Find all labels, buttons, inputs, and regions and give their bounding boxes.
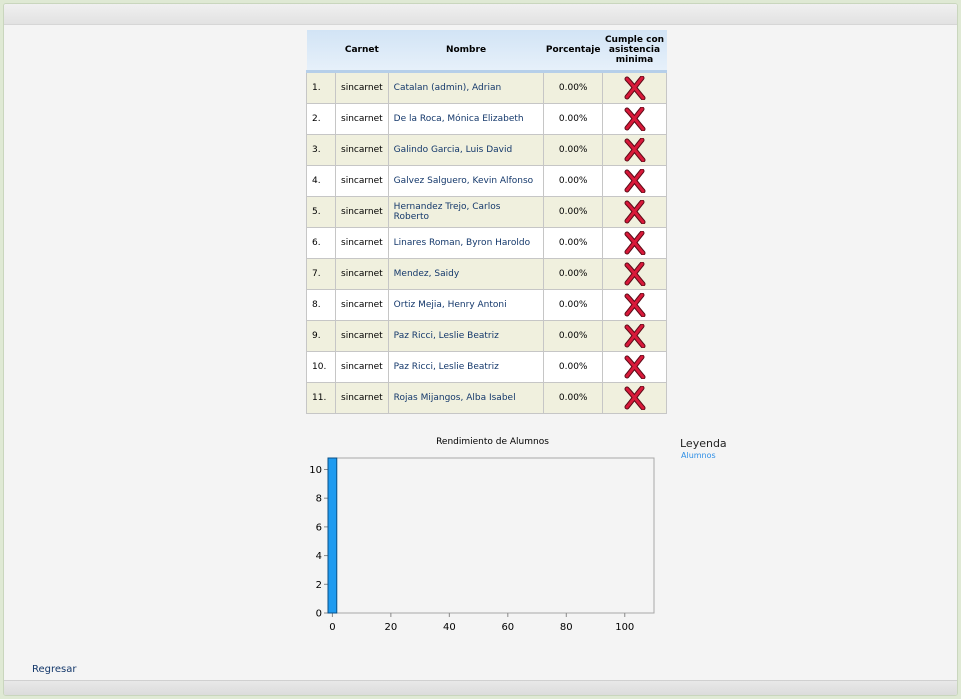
x-tick-label: 60 — [501, 622, 515, 633]
header-cumple: Cumple con asistencia minima — [603, 30, 667, 72]
y-tick-label: 0 — [315, 608, 322, 620]
row-nombre: Mendez, Saidy — [388, 259, 544, 290]
row-nombre: Galvez Salguero, Kevin Alfonso — [388, 166, 544, 197]
header-carnet: Carnet — [336, 30, 389, 72]
row-index: 4. — [307, 166, 336, 197]
y-tick-label: 10 — [309, 464, 322, 476]
chart-bar — [328, 458, 337, 613]
row-porcentaje: 0.00% — [544, 321, 603, 352]
row-carnet: sincarnet — [336, 166, 389, 197]
x-tick-label: 100 — [615, 622, 635, 633]
row-porcentaje: 0.00% — [544, 197, 603, 228]
row-carnet: sincarnet — [336, 135, 389, 166]
row-porcentaje: 0.00% — [544, 104, 603, 135]
row-carnet: sincarnet — [336, 72, 389, 104]
row-nombre: Paz Ricci, Leslie Beatriz — [388, 321, 544, 352]
row-index: 5. — [307, 197, 336, 228]
bottom-bar — [4, 680, 957, 695]
x-tick-label: 0 — [329, 622, 336, 633]
row-porcentaje: 0.00% — [544, 383, 603, 414]
x-tick-label: 80 — [559, 622, 573, 633]
row-index: 3. — [307, 135, 336, 166]
row-nombre: Hernandez Trejo, Carlos Roberto — [388, 197, 544, 228]
row-index: 10. — [307, 352, 336, 383]
row-carnet: sincarnet — [336, 197, 389, 228]
row-index: 11. — [307, 383, 336, 414]
page-frame — [3, 3, 958, 696]
row-index: 7. — [307, 259, 336, 290]
row-carnet: sincarnet — [336, 104, 389, 135]
row-index: 9. — [307, 321, 336, 352]
row-porcentaje: 0.00% — [544, 259, 603, 290]
chart-title: Rendimiento de Alumnos — [436, 437, 549, 447]
row-porcentaje: 0.00% — [544, 72, 603, 104]
row-nombre: Paz Ricci, Leslie Beatriz — [388, 352, 544, 383]
row-carnet: sincarnet — [336, 290, 389, 321]
y-tick-label: 6 — [315, 522, 322, 534]
row-carnet: sincarnet — [336, 352, 389, 383]
row-nombre: De la Roca, Mónica Elizabeth — [388, 104, 544, 135]
row-nombre: Linares Roman, Byron Haroldo — [388, 228, 544, 259]
row-nombre: Ortiz Mejia, Henry Antoni — [388, 290, 544, 321]
x-tick-label: 40 — [442, 622, 456, 633]
row-index: 8. — [307, 290, 336, 321]
row-carnet: sincarnet — [336, 321, 389, 352]
row-carnet: sincarnet — [336, 228, 389, 259]
x-tick-label: 20 — [384, 622, 398, 633]
row-nombre: Galindo Garcia, Luis David — [388, 135, 544, 166]
back-link[interactable]: Regresar — [32, 664, 77, 675]
legend-title: Leyenda — [680, 437, 727, 450]
plot-area — [328, 458, 654, 613]
row-index: 2. — [307, 104, 336, 135]
header-nombre: Nombre — [388, 30, 544, 72]
row-index: 6. — [307, 228, 336, 259]
row-nombre: Rojas Mijangos, Alba Isabel — [388, 383, 544, 414]
performance-chart — [4, 4, 957, 695]
header-porcentaje: Porcentaje — [544, 30, 603, 72]
row-porcentaje: 0.00% — [544, 290, 603, 321]
row-carnet: sincarnet — [336, 383, 389, 414]
row-porcentaje: 0.00% — [544, 228, 603, 259]
y-tick-label: 2 — [315, 579, 322, 591]
y-tick-label: 4 — [315, 551, 322, 563]
row-index: 1. — [307, 72, 336, 104]
legend-item-alumnos: Alumnos — [681, 451, 716, 460]
row-porcentaje: 0.00% — [544, 166, 603, 197]
row-carnet: sincarnet — [336, 259, 389, 290]
row-porcentaje: 0.00% — [544, 352, 603, 383]
row-porcentaje: 0.00% — [544, 135, 603, 166]
row-nombre: Catalan (admin), Adrian — [388, 72, 544, 104]
y-tick-label: 8 — [315, 493, 322, 505]
